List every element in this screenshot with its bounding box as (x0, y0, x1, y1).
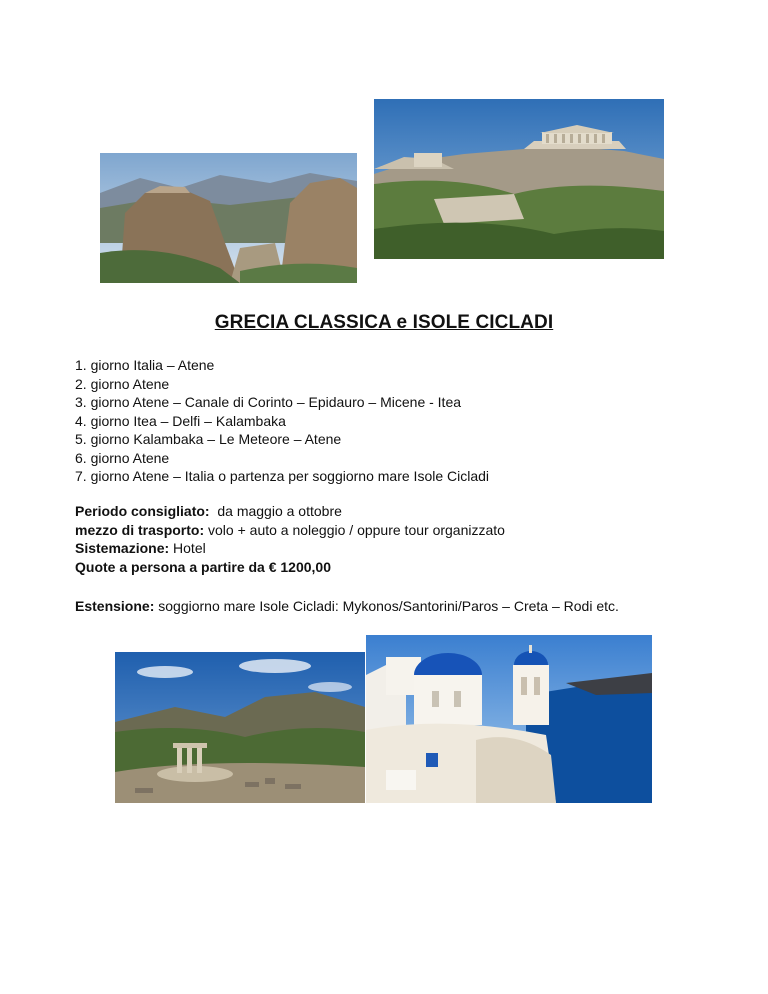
itinerary-day: 5. giorno Kalambaka – Le Meteore – Atene (75, 431, 342, 447)
extension-value: soggiorno mare Isole Cicladi: Mykonos/Santorini/Paros – Creta – Rodi etc. (158, 598, 619, 614)
itinerary-day: 7. giorno Atene – Italia o partenza per soggiorno mare Isole Cicladi (75, 468, 490, 484)
acropolis-photo (374, 99, 664, 259)
transport-line (75, 521, 505, 540)
accommodation-line (75, 539, 505, 558)
accommodation-value: Hotel (173, 540, 206, 556)
period-value: da maggio a ottobre (217, 503, 342, 519)
period-line (75, 502, 505, 521)
itinerary-day: 3. giorno Atene – Canale di Corinto – Epidauro – Micene - Itea (75, 394, 462, 410)
itinerary-day: 6. giorno Atene (75, 449, 170, 466)
transport-label: mezzo di trasporto: (75, 521, 205, 538)
itinerary-day: 1. giorno Italia – Atene (75, 357, 215, 373)
transport-value: volo + auto a noleggio / oppure tour organizzato (208, 521, 505, 538)
period-label: Periodo consigliato: (75, 503, 210, 519)
page-title: GRECIA CLASSICA e ISOLE CICLADI (214, 312, 554, 333)
itinerary-day: 2. giorno Atene (75, 375, 170, 392)
meteora-photo (100, 153, 357, 283)
santorini-photo (366, 635, 652, 803)
trip-info (75, 502, 505, 576)
extension-line (75, 598, 619, 614)
extension-label: Estensione: (75, 598, 155, 614)
accommodation-label: Sistemazione: (75, 540, 170, 556)
itinerary-list (75, 356, 489, 486)
delphi-photo (115, 652, 365, 803)
itinerary-day: 4. giorno Itea – Delfi – Kalambaka (75, 412, 286, 429)
price-text: Quote a persona a partire da € 1200,00 (75, 558, 332, 575)
price-line (75, 558, 505, 577)
